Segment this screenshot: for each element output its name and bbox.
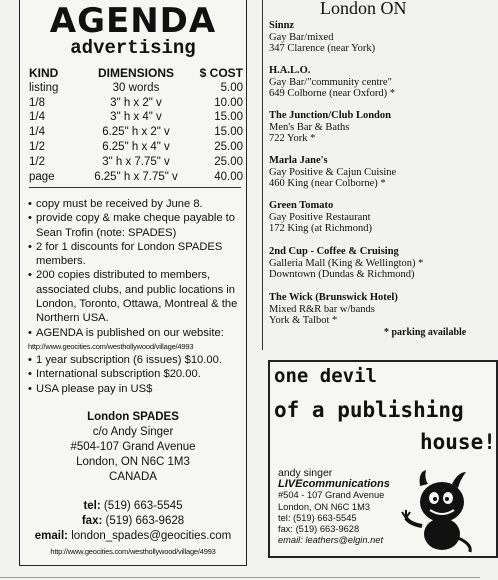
devil-mascot-icon <box>400 468 480 554</box>
row-kind: 1/4 <box>29 126 45 139</box>
list-item: • International subscription $20.00. <box>28 368 201 381</box>
bullet-icon: • <box>28 198 32 210</box>
ad-tel: tel: (519) 663-5545 <box>278 512 357 523</box>
fax-line: fax: (519) 663-9628 <box>81 515 185 527</box>
header-dimensions: DIMENSIONS <box>97 66 174 80</box>
column-divider <box>262 0 263 350</box>
publishing-ad <box>268 360 498 558</box>
list-item: • copy must be received by June 8. <box>28 198 203 210</box>
email-link[interactable]: london_spades@geocities.com <box>71 530 232 542</box>
row-kind: 1/2 <box>29 140 45 153</box>
ad-email[interactable]: email: leathers@elgin.net <box>278 535 384 546</box>
table-row <box>29 96 243 111</box>
table-row <box>29 140 243 155</box>
row-kind: 1/2 <box>29 155 45 168</box>
email-line: email: london_spades@geocities.com <box>34 530 232 542</box>
list-item: Green Tomato Gay Positive Restaurant 172 King (at Richmond) <box>269 200 372 234</box>
row-cost: 5.00 <box>220 81 243 94</box>
listings-title: London ON <box>320 0 407 18</box>
row-kind: 1/8 <box>29 96 45 109</box>
list-item: • USA please pay in US$ <box>28 382 153 395</box>
row-dimensions: 3" h x 7.75" v <box>102 155 170 168</box>
bullet-icon: • <box>28 212 32 225</box>
contact-line: c/o Andy Singer <box>92 426 174 438</box>
row-dimensions: 30 words <box>112 81 160 94</box>
list-item: • 1 year subscription (6 issues) $10.00. <box>28 353 222 366</box>
ad-address-2: London, ON N6C 1M3 <box>278 501 370 512</box>
terms-list <box>28 197 244 396</box>
contact-block <box>20 410 246 559</box>
table-divider <box>29 187 241 188</box>
page-bottom-rule <box>0 577 480 578</box>
row-cost: 25.00 <box>214 155 243 168</box>
ad-headline-3: house! <box>420 430 496 454</box>
website-link[interactable]: http://www.geocities.com/westhollywood/village/4993 <box>50 547 216 556</box>
rate-table-header <box>29 66 243 81</box>
org-name: London SPADES <box>87 411 179 423</box>
list-item: The Junction/Club London Men's Bar & Baths 722 York * <box>269 110 391 144</box>
row-dimensions: 6.25" h x 4" v <box>102 140 170 153</box>
list-item: 2nd Cup - Coffee & Cruising Galleria Mall (King & Wellington) * Downtown (Dundas & Richmond) <box>269 246 424 280</box>
list-item: • AGENDA is published on our website: <box>28 326 224 339</box>
row-cost: 25.00 <box>214 140 243 153</box>
ad-contact <box>278 468 390 546</box>
agenda-advertising-box <box>19 0 247 566</box>
tel-line: tel: (519) 663-5545 <box>83 500 183 512</box>
rate-table <box>29 66 243 184</box>
parking-legend: * parking available <box>384 327 467 338</box>
list-item: Marla Jane's Gay Positive & Cajun Cuisine 460 King (near Colborne) * <box>269 155 397 189</box>
table-row <box>29 155 243 170</box>
list-item: • 2 for 1 discounts for London SPADES members. <box>28 240 223 268</box>
ad-headline-2: of a publishing <box>274 398 464 422</box>
bullet-icon: • <box>28 240 32 253</box>
ad-headline-1: one devil <box>274 365 377 387</box>
bullet-icon: • <box>28 368 32 381</box>
row-kind: listing <box>29 81 59 94</box>
agenda-title: AGENDA <box>49 1 217 41</box>
bullet-icon: • <box>28 326 32 339</box>
list-item: • 200 copies distributed to members, associated clubs, and public locations in London, Toronto, Ottawa, Montreal & the Northern USA. <box>28 269 238 325</box>
ad-fax: fax: (519) 663-9628 <box>278 524 360 535</box>
row-kind: page <box>29 170 55 183</box>
ad-address-1: #504 - 107 Grand Avenue <box>278 490 385 501</box>
bullet-icon: • <box>28 269 32 282</box>
row-cost: 15.00 <box>214 126 243 139</box>
spacer <box>20 485 246 499</box>
header-kind: KIND <box>29 66 59 80</box>
row-kind: 1/4 <box>29 111 45 124</box>
table-row <box>29 125 243 140</box>
list-item: H.A.L.O. Gay Bar/"community centre" 649 Colborne (near Oxford) * <box>269 65 395 99</box>
bullet-icon: • <box>28 382 32 395</box>
header-cost: $ COST <box>199 66 243 80</box>
ad-name: andy singer <box>278 467 333 479</box>
row-dimensions: 6.25" h x 7.75" v <box>94 170 178 183</box>
agenda-subtitle: advertising <box>70 37 196 59</box>
table-row <box>29 81 243 96</box>
row-dimensions: 6.25" h x 2" v <box>102 126 170 139</box>
contact-line: CANADA <box>109 471 157 483</box>
bullet-icon: • <box>28 353 32 366</box>
table-row <box>29 110 243 125</box>
list-item: The Wick (Brunswick Hotel) Mixed R&R bar w/bands York & Talbot * <box>269 292 398 326</box>
row-dimensions: 3" h x 2" v <box>110 96 162 109</box>
contact-line: #504-107 Grand Avenue <box>70 441 196 453</box>
contact-line: London, ON N6C 1M3 <box>76 456 190 468</box>
ad-company: LIVEcommunications <box>278 478 390 491</box>
row-cost: 15.00 <box>214 111 243 124</box>
row-cost: 40.00 <box>214 170 243 183</box>
row-cost: 10.00 <box>214 96 243 109</box>
list-item: • provide copy & make cheque payable to Sean Trofin (note: SPADES) <box>28 212 236 239</box>
website-link[interactable]: http://www.geocities.com/westhollywood/village/4993 <box>28 341 194 351</box>
table-row <box>29 170 243 185</box>
list-item: Sinnz Gay Bar/mixed 347 Clarence (near York) <box>269 20 376 54</box>
row-dimensions: 3" h x 4" v <box>110 111 162 124</box>
